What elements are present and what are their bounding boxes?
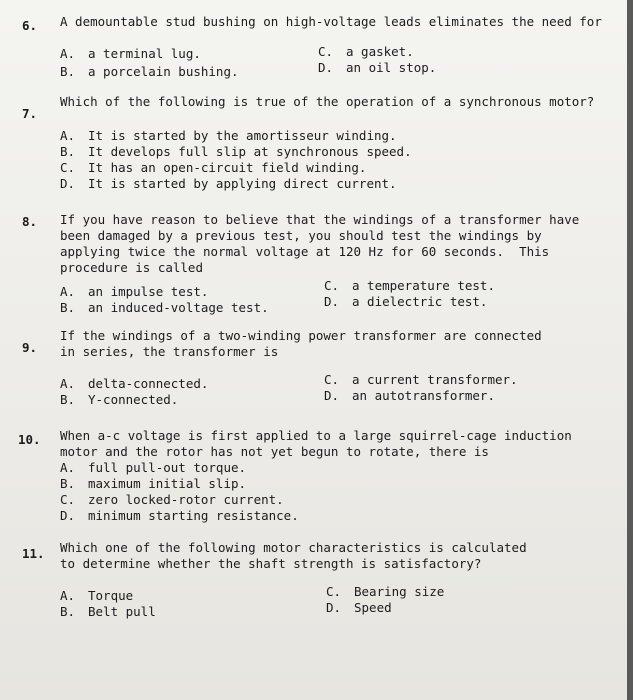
option-letter: C. xyxy=(318,44,334,59)
option-text: an autotransformer. xyxy=(352,388,495,403)
option-text: delta-connected. xyxy=(88,376,209,391)
option-a xyxy=(60,128,397,144)
option-text: Speed xyxy=(354,600,392,615)
option-text: minimum starting resistance. xyxy=(88,508,299,523)
option-letter: D. xyxy=(318,60,334,75)
option-b xyxy=(60,476,246,492)
option-text: Torque xyxy=(88,588,134,603)
option-c xyxy=(60,492,284,508)
option-text: Belt pull xyxy=(88,604,156,619)
option-c xyxy=(318,44,414,60)
option-text: a terminal lug. xyxy=(88,46,201,61)
question-number: 7. xyxy=(22,106,38,121)
page-edge-shadow xyxy=(627,0,633,700)
option-letter: A. xyxy=(60,46,76,61)
option-letter: B. xyxy=(60,300,76,315)
option-letter: C. xyxy=(60,492,76,507)
question-text: When a-c voltage is first applied to a large squirrel-cage induction motor and the rotor has not yet begun to rotate, there is xyxy=(60,428,572,459)
option-text: a dielectric test. xyxy=(352,294,488,309)
question-text: Which one of the following motor characteristics is calculated to determine whether the shaft strength is satisfactory? xyxy=(60,540,527,571)
option-a xyxy=(60,46,201,62)
option-d xyxy=(326,600,392,616)
option-text: an induced-voltage test. xyxy=(88,300,269,315)
option-a xyxy=(60,460,246,476)
question-number: 11. xyxy=(22,546,45,561)
option-letter: B. xyxy=(60,64,76,79)
option-letter: D. xyxy=(60,508,76,523)
option-letter: A. xyxy=(60,376,76,391)
option-text: zero locked-rotor current. xyxy=(88,492,284,507)
option-text: It is started by applying direct current. xyxy=(88,176,397,191)
option-letter: C. xyxy=(326,584,342,599)
option-letter: A. xyxy=(60,460,76,475)
question-text: If you have reason to believe that the windings of a transformer have been damaged by a previous test, you should test the windings by applying twice the normal voltage at 120 Hz for 60 seconds. This procedure is called xyxy=(60,212,580,275)
question-number: 10. xyxy=(18,432,41,447)
option-text: an oil stop. xyxy=(346,60,437,75)
option-text: It is started by the amortisseur winding. xyxy=(88,128,397,143)
option-text: an impulse test. xyxy=(88,284,209,299)
option-letter: D. xyxy=(60,176,76,191)
option-letter: A. xyxy=(60,128,76,143)
option-text: Bearing size xyxy=(354,584,445,599)
question-text: Which of the following is true of the operation of a synchronous motor? xyxy=(60,94,595,109)
option-text: a temperature test. xyxy=(352,278,495,293)
option-text: a porcelain bushing. xyxy=(88,64,239,79)
option-letter: B. xyxy=(60,392,76,407)
question-number: 8. xyxy=(22,214,38,229)
option-letter: B. xyxy=(60,604,76,619)
option-letter: B. xyxy=(60,476,76,491)
option-text: a gasket. xyxy=(346,44,414,59)
question-number: 6. xyxy=(22,18,38,33)
question-number: 9. xyxy=(22,340,38,355)
option-letter: C. xyxy=(324,278,340,293)
option-b xyxy=(60,604,156,620)
option-letter: C. xyxy=(60,160,76,175)
question-text: A demountable stud bushing on high-voltage leads eliminates the need for xyxy=(60,14,602,29)
option-letter: D. xyxy=(324,294,340,309)
option-letter: B. xyxy=(60,144,76,159)
option-c xyxy=(326,584,444,600)
option-text: It develops full slip at synchronous speed. xyxy=(88,144,412,159)
option-a xyxy=(60,376,208,392)
option-d xyxy=(324,294,487,310)
option-letter: C. xyxy=(324,372,340,387)
option-text: Y-connected. xyxy=(88,392,179,407)
option-letter: A. xyxy=(60,284,76,299)
option-b xyxy=(60,300,269,316)
option-d xyxy=(318,60,436,76)
option-d xyxy=(324,388,495,404)
option-letter: D. xyxy=(326,600,342,615)
option-text: maximum initial slip. xyxy=(88,476,247,491)
option-a xyxy=(60,588,133,604)
question-text: If the windings of a two-winding power transformer are connected in series, the transformer is xyxy=(60,328,542,359)
option-letter: D. xyxy=(324,388,340,403)
option-text: full pull-out torque. xyxy=(88,460,247,475)
option-letter: A. xyxy=(60,588,76,603)
option-d xyxy=(60,176,397,192)
option-b xyxy=(60,144,412,160)
option-c xyxy=(60,160,366,176)
option-c xyxy=(324,372,518,388)
option-text: It has an open-circuit field winding. xyxy=(88,160,367,175)
option-text: a current transformer. xyxy=(352,372,518,387)
option-b xyxy=(60,64,239,80)
option-a xyxy=(60,284,208,300)
option-c xyxy=(324,278,495,294)
option-b xyxy=(60,392,178,408)
option-d xyxy=(60,508,299,524)
